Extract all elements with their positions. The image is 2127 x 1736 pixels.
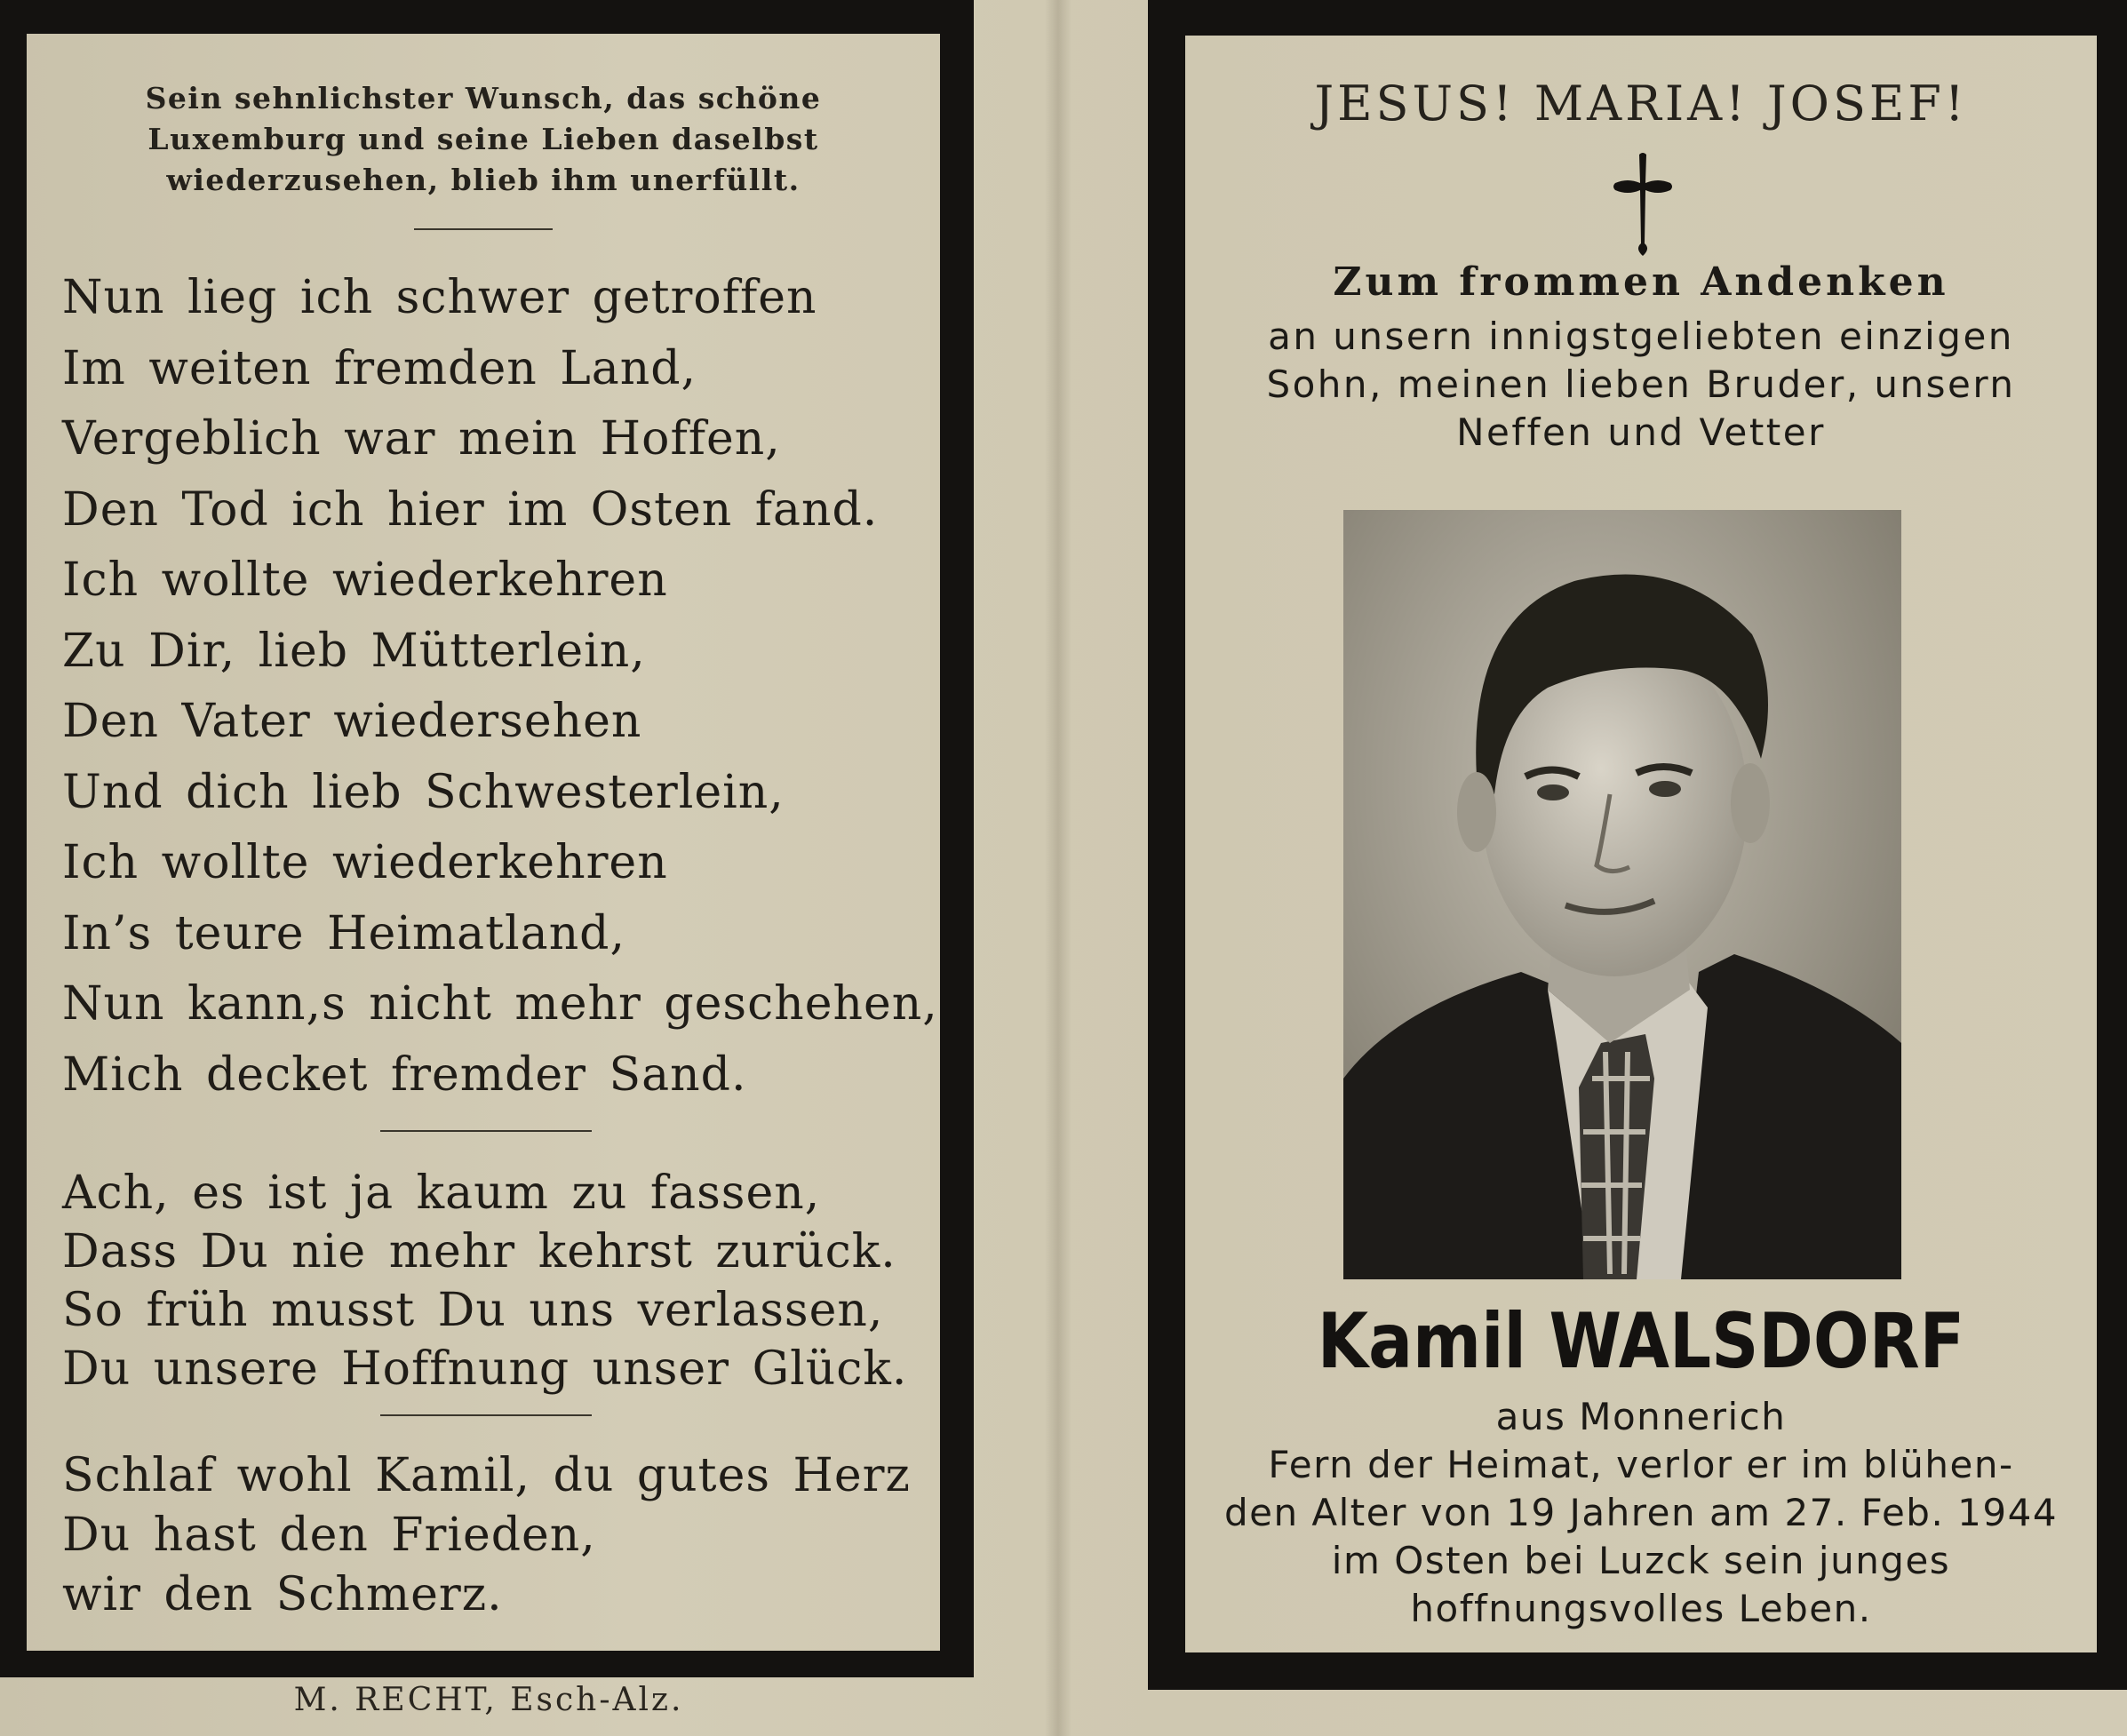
poem-line: So früh musst Du uns verlassen, xyxy=(62,1284,884,1337)
intro-text xyxy=(27,78,940,201)
poem-line: Schlaf wohl Kamil, du gutes Herz xyxy=(62,1449,911,1502)
right-border-top xyxy=(1148,0,2127,36)
divider-1 xyxy=(414,228,553,230)
poem-line: Mich decket fremder Sand. xyxy=(62,1047,747,1102)
left-card xyxy=(27,34,940,1651)
bio-line: hoffnungsvolles Leben. xyxy=(1410,1587,1872,1630)
printer-imprint: M. RECHT, Esch-Alz. xyxy=(293,1682,684,1718)
right-border-left xyxy=(1148,0,1185,1690)
card-fold xyxy=(1045,0,1071,1736)
poem-line: In’s teure Heimatland, xyxy=(62,906,625,960)
poem-stanza-2 xyxy=(62,1164,951,1398)
poem-line: Ich wollte wiederkehren xyxy=(62,836,668,889)
dedication-line: an unsern innigstgeliebten einzigen xyxy=(1268,315,2014,358)
poem-stanza-1 xyxy=(62,263,951,1111)
poem-line: Im weiten fremden Land, xyxy=(62,341,697,395)
poem-line: Den Vater wiedersehen xyxy=(62,695,642,748)
deceased-name: Kamil WALSDORF xyxy=(1317,1297,1965,1386)
poem-line: Du unsere Hoffnung unser Glück. xyxy=(62,1342,908,1396)
dedication-line: Sohn, meinen lieben Bruder, unsern xyxy=(1266,362,2016,406)
poem-stanza-3 xyxy=(62,1446,951,1625)
bio-line: Fern der Heimat, verlor er im blühen- xyxy=(1268,1443,2014,1486)
left-border-bottom xyxy=(0,1651,974,1677)
poem-line: Und dich lieb Schwesterlein, xyxy=(62,765,785,819)
biography-text xyxy=(1185,1393,2097,1633)
poem-line: Dass Du nie mehr kehrst zurück. xyxy=(62,1225,896,1278)
divider-3 xyxy=(380,1414,592,1416)
poem-line: Nun lieg ich schwer getroffen xyxy=(62,271,817,324)
poem-line: Vergeblich war mein Hoffen, xyxy=(62,412,781,466)
divider-2 xyxy=(380,1130,592,1132)
bio-line: den Alter von 19 Jahren am 27. Feb. 1944 xyxy=(1223,1491,2059,1534)
poem-line: Ich wollte wiederkehren xyxy=(62,553,668,607)
poem-line: Zu Dir, lieb Mütterlein, xyxy=(62,624,646,678)
bio-line: aus Monnerich xyxy=(1495,1395,1787,1438)
intro-line: Sein sehnlichster Wunsch, das schöne xyxy=(145,81,822,115)
right-card xyxy=(1185,36,2097,1652)
left-border-top xyxy=(0,0,974,34)
intro-line: wiederzusehen, blieb ihm unerfüllt. xyxy=(166,163,801,197)
invocation-heading: JESUS! MARIA! JOSEF! xyxy=(1314,76,1968,131)
intro-line: Luxemburg und seine Lieben daselbst xyxy=(147,122,819,156)
dedication-line: Neffen und Vetter xyxy=(1456,410,1826,454)
dedication-text xyxy=(1185,313,2097,457)
andenken-heading: Zum frommen Andenken xyxy=(1333,259,1949,305)
poem-line: Nun kann,s nicht mehr geschehen, xyxy=(62,977,938,1031)
poem-line: Ach, es ist ja kaum zu fassen, xyxy=(62,1167,821,1220)
poem-line: Den Tod ich hier im Osten fand. xyxy=(62,482,879,537)
right-border-right xyxy=(2097,0,2127,1690)
poem-line: Du hast den Frieden, xyxy=(62,1509,596,1562)
poem-line: wir den Schmerz. xyxy=(62,1568,503,1621)
left-border-left xyxy=(0,0,27,1677)
bio-line: im Osten bei Luzck sein junges xyxy=(1331,1539,1951,1582)
latin-cross-icon xyxy=(1612,151,1674,258)
portrait-photo xyxy=(1343,510,1901,1279)
right-border-bottom xyxy=(1148,1652,2127,1690)
